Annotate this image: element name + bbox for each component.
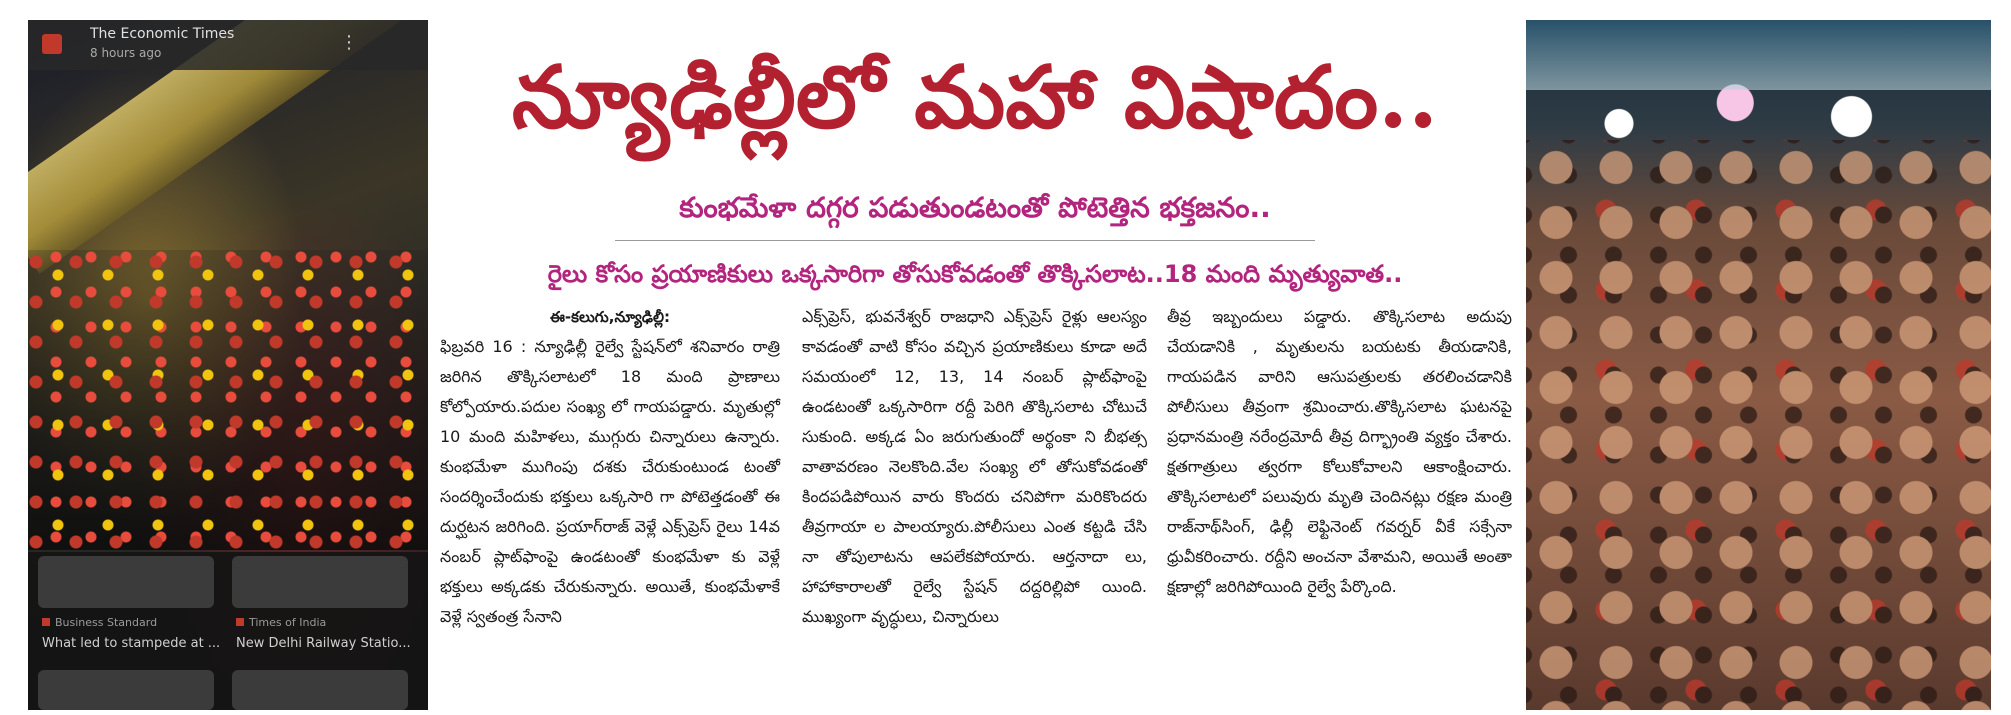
body-text: ఎక్స్‌ప్రెస్, భువనేశ్వర్ రాజధాని ఎక్స్‌ప్రెస్ రైళ్లు ఆలస్యం కావడంతో వాటి కోసం వచ్చిన ప్రయాణికులు కూడా అదే సమయంలో 12, 13, 14 నంబర్ ప్లాట్‌ఫాంపై ఉండటంతో ఒక్కసారిగా రద్దీ పెరిగి తొక్కిసలాట చోటుచే సుకుంది. అక్కడ ఏం జరుగుతుందో అర్థంకా ని బీభత్స వాతావరణం నెలకొంది.వేల సంఖ్య లో తోసుకోవడంతో కిందపడిపోయిన వారు కొందరు చనిపోగా మరికొందరు తీవ్రగాయా ల పాలయ్యారు.పోలీసులు ఎంత కట్టడి చేసి నా తోపులాటను ఆపలేకపోయారు. ఆర్తనాదా లు, హాహాకారాలతో రైల్వే స్టేషన్ దద్దరిల్లిపో యింది. ముఖ్యంగా వృద్ధులు, చిన్నారులు: [802, 307, 1147, 626]
related-thumbnail[interactable]: [38, 670, 214, 710]
article-column-2: [802, 302, 1147, 702]
station-canopy-image: [1526, 20, 1991, 90]
article-column-1: [440, 302, 780, 702]
source-time: 8 hours ago: [90, 46, 162, 60]
article-column-3: [1167, 302, 1512, 702]
related-title[interactable]: What led to stampede at ...: [42, 636, 221, 651]
stampede-photo-left: [28, 20, 428, 710]
related-stories: [28, 552, 428, 710]
crowd-photo-right: [1526, 20, 1991, 710]
more-vertical-icon[interactable]: ⋮: [340, 32, 358, 53]
news-logo-icon: [42, 34, 62, 54]
deck-line: రైలు కోసం ప్రయాణికులు ఒక్కసారిగా తోసుకోవడంతో తొక్కిసలాట..18 మంది మృత్యువాత..: [547, 260, 1403, 288]
dateline: ఈ-కలుగు,న్యూఢిల్లీ:: [550, 308, 670, 326]
body-text: తీవ్ర ఇబ్బందులు పడ్డారు. తొక్కిసలాట అదుపు చేయడానికి , మృతులను బయటకు తీయడానికి, గాయపడిన వారిని ఆసుపత్రులకు తరలించడానికి పోలీసులు తీవ్రంగా శ్రమించారు.తొక్కిసలాట ఘటనపై ప్రధానమంత్రి నరేంద్రమోదీ తీవ్ర దిగ్భ్రాంతి వ్యక్తం చేశారు. క్షతగాత్రులు త్వరగా కోలుకోవాలని ఆకాంక్షించారు. తొక్కిసలాటలో పలువురు మృతి చెందినట్లు రక్షణ మంత్రి రాజ్‌నాథ్‌సింగ్, ఢిల్లీ లెఫ్టినెంట్ గవర్నర్ వీకే సక్సేనా ధ్రువీకరించారు. రద్దీని అంచనా వేశామని, అయితే అంతా క్షణాల్లో జరిగిపోయింది రైల్వే పేర్కొంది.: [1167, 307, 1512, 596]
divider: [615, 240, 1315, 241]
related-source: Business Standard: [42, 616, 157, 629]
related-thumbnail[interactable]: [38, 556, 214, 608]
crowd-image: [28, 250, 428, 550]
source-name: The Economic Times: [90, 26, 235, 42]
headline: న్యూఢిల్లీలో మహా విషాదం..: [511, 47, 1439, 148]
subheadline: కుంభమేళా దగ్గర పడుతుండటంతో పోటెత్తిన భక్తజనం..: [679, 191, 1271, 224]
related-title[interactable]: New Delhi Railway Statio...: [236, 636, 411, 651]
related-thumbnail[interactable]: [232, 556, 408, 608]
related-thumbnail[interactable]: [232, 670, 408, 710]
crowd-image: [1526, 140, 1991, 710]
body-text: ఫిబ్రవరి 16 : న్యూఢిల్లీ రైల్వే స్టేషన్‌లో శనివారం రాత్రి జరిగిన తొక్కిసలాటలో 18 మంది ప్రాణాలు కోల్పోయారు.పదుల సంఖ్య లో గాయపడ్డారు. మృతుల్లో 10 మంది మహిళలు, ముగ్గురు చిన్నారులు ఉన్నారు. కుంభమేళా ముగింపు దశకు చేరుకుంటుండ టంతో సందర్శించేందుకు భక్తులు ఒక్కసారి గా పోటెత్తడంతో ఈ దుర్ఘటన జరిగింది. ప్రయాగ్‌రాజ్ వెళ్లే ఎక్స్‌ప్రెస్ రైలు 14వ నంబర్ ప్లాట్‌ఫాంపై ఉండటంతో కుంభమేళా కు వెళ్లే భక్తులు అక్కడకు చేరుకున్నారు. అయితే, కుంభమేళాకే వెళ్లే స్వతంత్ర సేనాని: [440, 337, 780, 626]
related-source: Times of India: [236, 616, 326, 629]
news-source-bar: [28, 20, 428, 70]
